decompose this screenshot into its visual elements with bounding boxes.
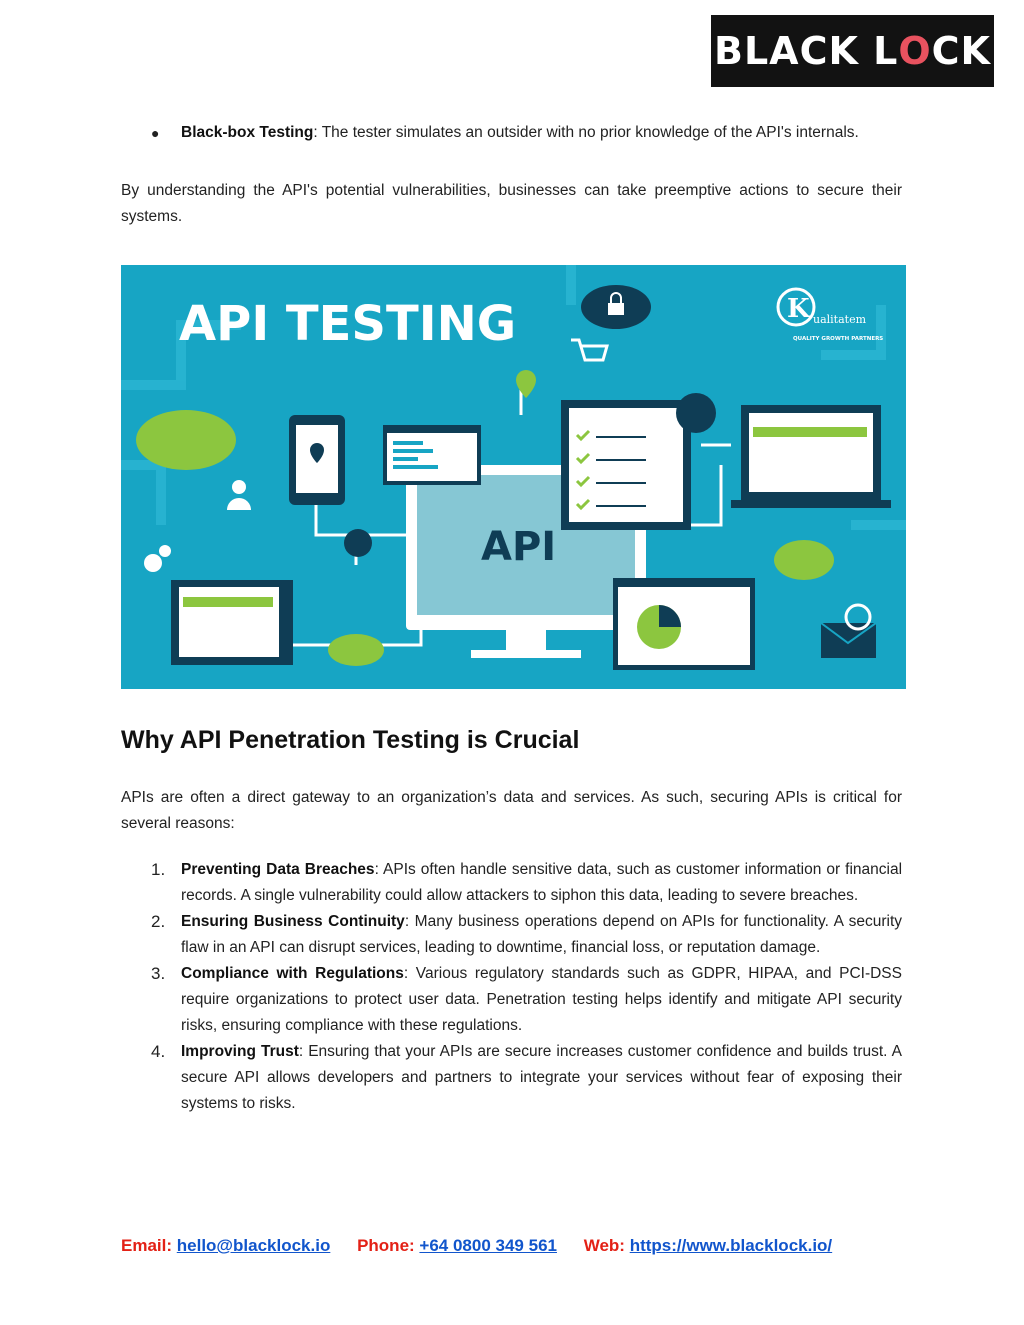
cloud-search-icon bbox=[774, 540, 834, 580]
cart-icon bbox=[571, 340, 607, 360]
logo-text-left: BLACK L bbox=[713, 29, 899, 73]
email-link[interactable]: hello@blacklock.io bbox=[176, 1236, 331, 1255]
brand-name: ualitatem bbox=[813, 313, 867, 326]
user-icon bbox=[232, 480, 246, 494]
bullet-dot: ● bbox=[151, 125, 160, 141]
list-item bbox=[151, 1039, 902, 1117]
location-pin-icon bbox=[516, 370, 536, 398]
cloud-gear-icon bbox=[328, 634, 384, 666]
list-item-text: : Many business operations depend on APIs for functionality. A security flaw in an API can disrupt services, leading to downtime, financial loss, or reputation damage. bbox=[181, 913, 902, 956]
gear-icon bbox=[144, 554, 162, 572]
reasons-list bbox=[151, 857, 902, 1117]
list-item-label: Compliance with Regulations bbox=[181, 965, 404, 982]
brand-letter: K bbox=[787, 294, 810, 324]
list-number: 1. bbox=[151, 860, 166, 879]
illustration-svg bbox=[121, 265, 906, 689]
list-item-text: : Various regulatory standards such as GDPR, HIPAA, and PCI-DSS require organizations to protect user data. Penetration testing helps identify and mitigate API security risks, ensuring compliance with these regulations. bbox=[181, 965, 902, 1034]
web-link[interactable]: https://www.blacklock.io/ bbox=[629, 1236, 833, 1255]
brand-tagline: QUALITY GROWTH PARTNERS bbox=[793, 336, 884, 342]
list-number: 3. bbox=[151, 964, 166, 983]
section-heading: Why API Penetration Testing is Crucial bbox=[121, 726, 580, 754]
phone-label: Phone: bbox=[357, 1236, 415, 1255]
intro-paragraph: By understanding the API's potential vulnerabilities, businesses can take preemptive actions to secure their systems. bbox=[121, 182, 902, 225]
list-item-label: Improving Trust bbox=[181, 1043, 299, 1060]
hero-title: API TESTING bbox=[179, 296, 517, 352]
list-item-text: : Ensuring that your APIs are secure increases customer confidence and builds trust. A secure API allows developers and partners to integrate your services without fear of exposing their systems to risks. bbox=[181, 1043, 902, 1112]
list-item bbox=[151, 857, 902, 909]
api-testing-illustration bbox=[121, 265, 906, 689]
cloud-chart-icon bbox=[136, 410, 236, 470]
blacklock-logo bbox=[711, 15, 994, 87]
list-item bbox=[151, 961, 902, 1039]
wifi-icon bbox=[676, 393, 716, 433]
web-label: Web: bbox=[583, 1236, 625, 1255]
bullet-label: Black-box Testing bbox=[181, 124, 314, 141]
bullet-text: : The tester simulates an outsider with no prior knowledge of the API's internals. bbox=[313, 124, 859, 141]
list-item-label: Preventing Data Breaches bbox=[181, 861, 375, 878]
list-item bbox=[151, 909, 902, 961]
list-number: 2. bbox=[151, 912, 166, 931]
logo-lock-letter: O bbox=[898, 29, 932, 73]
list-item-text: : APIs often handle sensitive data, such as customer information or financial records. A single vulnerability could allow attackers to siphon this data, leading to severe breaches. bbox=[181, 861, 903, 904]
logo-text-right: CK bbox=[931, 29, 992, 73]
list-item-label: Ensuring Business Continuity bbox=[181, 913, 405, 930]
footer-contact bbox=[121, 1236, 832, 1256]
list-number: 4. bbox=[151, 1042, 166, 1061]
bullet-black-box bbox=[151, 120, 902, 146]
section-intro: APIs are often a direct gateway to an organization’s data and services. As such, securing APIs is critical for several reasons: bbox=[121, 789, 902, 832]
phone-link[interactable]: +64 0800 349 561 bbox=[419, 1236, 557, 1255]
monitor-label: API bbox=[481, 524, 557, 570]
lock-icon bbox=[344, 529, 372, 557]
email-label: Email: bbox=[121, 1236, 173, 1255]
